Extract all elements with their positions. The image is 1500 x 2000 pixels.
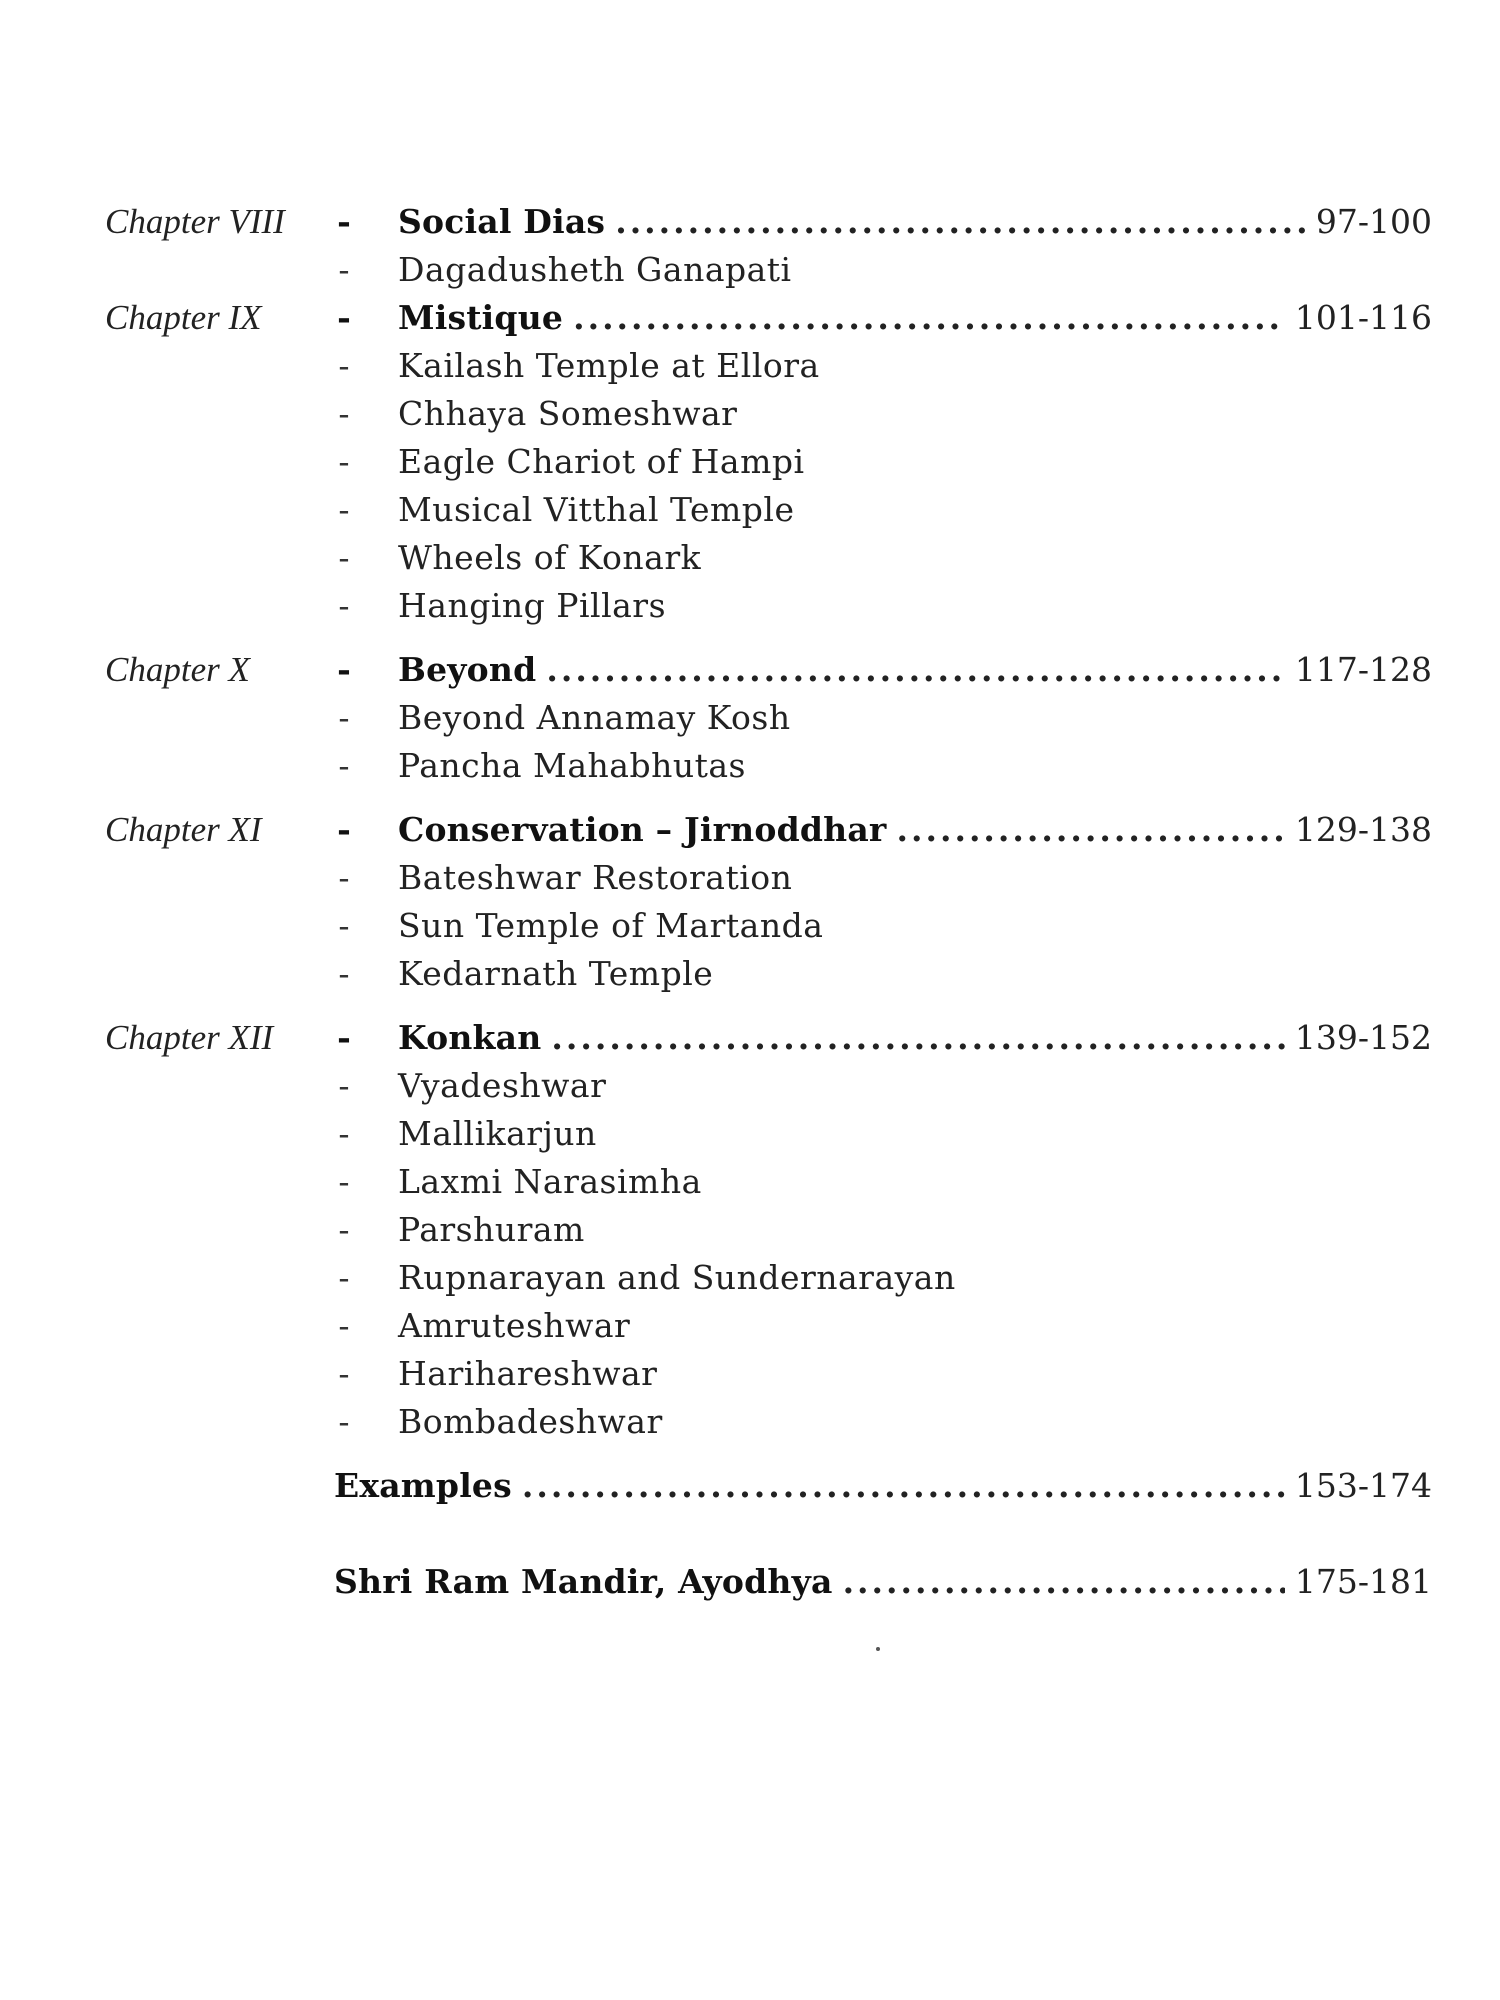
list-item (0, 950, 1500, 998)
dot-leader (573, 294, 1285, 342)
chapter-dash: - (337, 298, 351, 337)
item-dash: - (338, 586, 350, 625)
chapter-title: Social Dias (398, 202, 606, 241)
chapter-title: Beyond (398, 650, 537, 689)
list-item (0, 1350, 1500, 1398)
dot-leader (551, 1014, 1284, 1062)
list-item (0, 246, 1500, 294)
item-dash: - (338, 858, 350, 897)
list-item (0, 1302, 1500, 1350)
item-dash: - (338, 954, 350, 993)
item-title: Chhaya Someshwar (398, 394, 738, 433)
list-item (0, 902, 1500, 950)
item-title: Parshuram (398, 1210, 585, 1249)
item-dash: - (338, 394, 350, 433)
page-range: 117-128 (1294, 650, 1432, 689)
item-dash: - (338, 346, 350, 385)
item-title: Amruteshwar (398, 1306, 631, 1345)
item-dash: - (338, 1402, 350, 1441)
scan-speck (876, 1647, 880, 1651)
chapter-row (0, 294, 1500, 342)
chapter-title: Conservation – Jirnoddhar (398, 810, 887, 849)
chapter-row (0, 646, 1500, 694)
list-item (0, 390, 1500, 438)
dot-leader (546, 646, 1285, 694)
list-item (0, 438, 1500, 486)
item-dash: - (338, 1354, 350, 1393)
chapter-title-line (398, 198, 1432, 246)
item-dash: - (338, 250, 350, 289)
dot-leader (522, 1462, 1285, 1510)
item-dash: - (338, 1114, 350, 1153)
extra-title-line (334, 1462, 1432, 1510)
chapter-dash: - (337, 202, 351, 241)
chapter-row (0, 1014, 1500, 1062)
extra-row (0, 1558, 1500, 1606)
dot-leader (843, 1558, 1285, 1606)
list-item (0, 582, 1500, 630)
item-dash: - (338, 490, 350, 529)
list-item (0, 534, 1500, 582)
chapter-dash: - (337, 1018, 351, 1057)
extra-title: Shri Ram Mandir, Ayodhya (334, 1562, 833, 1601)
item-title: Kedarnath Temple (398, 954, 714, 993)
chapter-title-line (398, 806, 1432, 854)
list-item (0, 1398, 1500, 1446)
list-item (0, 854, 1500, 902)
item-dash: - (338, 1066, 350, 1105)
page-range: 129-138 (1294, 810, 1432, 849)
extra-title-line (334, 1558, 1432, 1606)
list-item (0, 1206, 1500, 1254)
item-dash: - (338, 1258, 350, 1297)
chapter-label: Chapter VIII (105, 202, 285, 241)
list-item (0, 1062, 1500, 1110)
chapter-label: Chapter IX (105, 298, 262, 337)
item-dash: - (338, 442, 350, 481)
item-title: Beyond Annamay Kosh (398, 698, 791, 737)
item-title: Bombadeshwar (398, 1402, 663, 1441)
list-item (0, 342, 1500, 390)
chapter-dash: - (337, 810, 351, 849)
page-range: 153-174 (1294, 1466, 1432, 1505)
item-dash: - (338, 538, 350, 577)
page-range: 101-116 (1294, 298, 1432, 337)
dot-leader (897, 806, 1285, 854)
list-item (0, 486, 1500, 534)
item-dash: - (338, 746, 350, 785)
chapter-label: Chapter XI (105, 810, 262, 849)
item-title: Vyadeshwar (398, 1066, 607, 1105)
list-item (0, 1158, 1500, 1206)
chapter-dash: - (337, 650, 351, 689)
item-title: Sun Temple of Martanda (398, 906, 824, 945)
chapter-row (0, 198, 1500, 246)
extra-row (0, 1462, 1500, 1510)
item-title: Kailash Temple at Ellora (398, 346, 820, 385)
item-title: Bateshwar Restoration (398, 858, 793, 897)
chapter-title: Konkan (398, 1018, 542, 1057)
item-title: Harihareshwar (398, 1354, 658, 1393)
item-title: Musical Vitthal Temple (398, 490, 795, 529)
dot-leader (615, 198, 1306, 246)
item-title: Mallikarjun (398, 1114, 597, 1153)
item-title: Eagle Chariot of Hampi (398, 442, 805, 481)
item-title: Hanging Pillars (398, 586, 667, 625)
chapter-title: Mistique (398, 298, 564, 337)
chapter-row (0, 806, 1500, 854)
item-title: Pancha Mahabhutas (398, 746, 746, 785)
item-title: Laxmi Narasimha (398, 1162, 702, 1201)
item-title: Wheels of Konark (398, 538, 702, 577)
list-item (0, 1110, 1500, 1158)
item-dash: - (338, 1210, 350, 1249)
chapter-title-line (398, 646, 1432, 694)
item-title: Dagadusheth Ganapati (398, 250, 792, 289)
item-dash: - (338, 698, 350, 737)
list-item (0, 1254, 1500, 1302)
item-dash: - (338, 906, 350, 945)
page-range: 97-100 (1315, 202, 1432, 241)
item-dash: - (338, 1306, 350, 1345)
chapter-title-line (398, 294, 1432, 342)
list-item (0, 694, 1500, 742)
chapter-label: Chapter XII (105, 1018, 274, 1057)
page-range: 175-181 (1294, 1562, 1432, 1601)
page-range: 139-152 (1294, 1018, 1432, 1057)
list-item (0, 742, 1500, 790)
chapter-label: Chapter X (105, 650, 250, 689)
chapter-title-line (398, 1014, 1432, 1062)
item-dash: - (338, 1162, 350, 1201)
extra-title: Examples (334, 1466, 512, 1505)
item-title: Rupnarayan and Sundernarayan (398, 1258, 956, 1297)
